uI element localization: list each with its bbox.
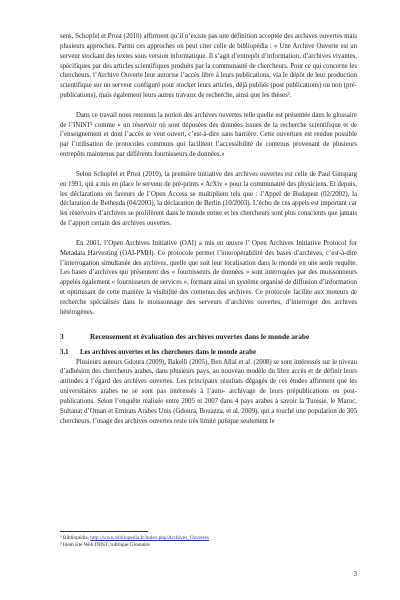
subsection-number: 3.1 [60,348,69,356]
section-heading [60,332,357,342]
section-title: Recensement et évaluation des archives ouvertes dans le monde arabe [90,331,310,341]
body-text [60,32,357,436]
paragraph-arab-researchers: Plusieurs auteurs Gdoura (2009), Bakelli (2005), Ben Allal et al. (2008) se sont intéressés sur le niveau d’adhésion des chercheurs arabes, dans plusieurs pays, au nouveau modèle du libre accès et de définir leurs attitudes à l’égard des archives ouvertes. Les principaux résultats dégagés de ces études affirment que les universitaires arabes ne se sont pas intéressés à l’auto- archivage de leurs prépublications ou post-publications. Selon l’enquête réalisée entre 2005 et 2007 dans 4 pays arabes à savoir la Tunisie, le Maroc, Sultanat d’Oman et Emirats Arabes Unis (Gdoura, Bouazza, et al. 2009), qui a touché une population de 305 chercheurs, l’usage des archives ouvertes reste très limité puisque seulement le [60,358,357,425]
footnote-3: ³ Idem site Web INIST, rubrique Glossaire [60,542,150,549]
paragraph-inist-definition: Dans ce travail nous retenons la notion des archives ouvertes telle quelle est présentée dans le glossaire de l’INIST³ comme « un réservoir où sont déposées des données issues de la recherche scientifique et de l’enseignement et dont l’accès se veut ouvert, c’est-à-dire sans barrière. Cette ouverture est rendue possible par l’utilisation de protocoles communs qui facilitent l’accessibilité de contenus provenant de plusieurs entrepôts maintenus par différents fournisseurs de données.» [60,111,357,159]
subsection-title: Les archives ouvertes et les chercheurs dans le monde arabe [80,348,257,356]
footnotes [60,531,357,549]
paragraph-definition-continued: sens, Schopfel et Prost (2010) affirment qu’il n’existe pas une définition acceptée des archives ouvertes mais plusieurs approches. Parmi ces approches on peut citer celle de bibliopédia : « Une Archive Ouverte est un serveur stockant des textes sous version informatique. Il s’agit d’entrepôt d’information, d’archives vivantes, spécifiques par des articles scientifiques produits par la communauté de chercheurs. Pour ce qui concerne les chercheurs, l’Archive Ouverte leur autorise l’accès libre à leurs publications, via le dépôt de leur production scientifique sur un serveur configuré pour stocker leurs articles, déjà publiés (post publications) ou non (pré-publications), mais également leurs autres travaux de recherche, ainsi que les thèses². [60,33,357,100]
footnote-2-text: ² Bibliopédia, [60,535,91,541]
bibliopedia-link[interactable]: http://www.bibliopedia.fr/index.php/Archives_Ouvertes [90,535,209,541]
paragraph-oai-pmh: En 2001, l’Open Archives Initiative (OAI) a mis en œuvre l’ Open Archives Initiative Protocol for Metadata Harvesting (OAI-PMH). Ce protocole permet l’interopérabilité des bases d’archives, c’est-à-dire l’interrogation simultanée des archives, quelle que soit leur localisation dans le monde en une seule requête. Les bases d’archives qui présentent des « fournisseurs de données » sont interrogées par des moissonneurs appelés également « fournisseurs de services », formant ainsi un système organisé de diffusion d’information et optimisant de cette manière la visibilité des contenus des archives. Ce protocole facilite aux moteurs de recherche spécialisés dans le moissonnage des serveurs d’archives ouvertes, d’interroger des archives hétérogènes. [60,239,357,316]
page-number: 3 [353,570,357,578]
subsection-heading [60,348,357,358]
paragraph-history: Selon Schopfel et Prost (2010), la première initiative des archives ouvertes est celle de Paul Ginsparg en 1991, qui a mis en place le serveur de pré-prints « ArXiv » pour la communauté des physiciens. Et depuis, les déclarations en faveurs de l’Open Access se multiplient tels que : l’Appel de Budapest (02/2002), la déclaration de Bethesda (04/2003), la déclaration de Berlin (10/2003). L’écho de ces appels est important car les réservoirs d’archives se prolifèrent dans le monde entier et les chercheurs sont plus conscients que jamais de l’apport certain des archives ouvertes. [60,170,357,228]
footnote-2 [60,535,357,542]
footnote-divider [60,531,148,532]
section-number: 3 [60,331,64,341]
